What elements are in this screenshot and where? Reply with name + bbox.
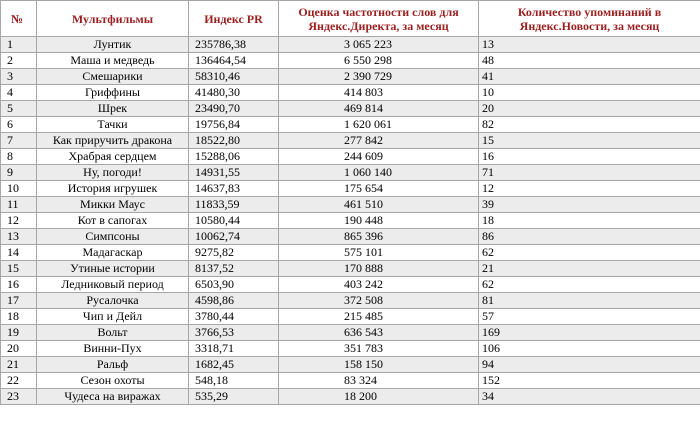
cell-freq: 2 390 729 bbox=[279, 69, 479, 85]
cell-name: Как приручить дракона bbox=[37, 133, 189, 149]
table-row bbox=[1, 341, 700, 357]
table-row bbox=[1, 293, 700, 309]
cell-pr: 4598,86 bbox=[189, 293, 279, 309]
cell-news: 48 bbox=[479, 53, 700, 69]
cell-news: 152 bbox=[479, 373, 700, 389]
cell-name: Микки Маус bbox=[37, 197, 189, 213]
table-row bbox=[1, 325, 700, 341]
cell-name: Лунтик bbox=[37, 37, 189, 53]
cell-freq: 215 485 bbox=[279, 309, 479, 325]
cell-num: 21 bbox=[1, 357, 37, 373]
cell-freq: 636 543 bbox=[279, 325, 479, 341]
cell-pr: 11833,59 bbox=[189, 197, 279, 213]
table-row bbox=[1, 213, 700, 229]
cell-freq: 158 150 bbox=[279, 357, 479, 373]
cell-name: Чудеса на виражах bbox=[37, 389, 189, 405]
cell-pr: 18522,80 bbox=[189, 133, 279, 149]
cell-pr: 3780,44 bbox=[189, 309, 279, 325]
table-row bbox=[1, 181, 700, 197]
cell-pr: 10062,74 bbox=[189, 229, 279, 245]
header-name: Мультфильмы bbox=[37, 1, 189, 37]
table-row bbox=[1, 85, 700, 101]
cell-news: 41 bbox=[479, 69, 700, 85]
cell-news: 62 bbox=[479, 245, 700, 261]
cell-freq: 18 200 bbox=[279, 389, 479, 405]
cell-name: Смешарики bbox=[37, 69, 189, 85]
cell-news: 86 bbox=[479, 229, 700, 245]
cell-name: Кот в сапогах bbox=[37, 213, 189, 229]
cell-num: 9 bbox=[1, 165, 37, 181]
table-row bbox=[1, 165, 700, 181]
cell-name: Ну, погоди! bbox=[37, 165, 189, 181]
table-row bbox=[1, 373, 700, 389]
cell-num: 19 bbox=[1, 325, 37, 341]
cell-name: Шрек bbox=[37, 101, 189, 117]
cell-freq: 351 783 bbox=[279, 341, 479, 357]
cell-freq: 83 324 bbox=[279, 373, 479, 389]
cell-freq: 469 814 bbox=[279, 101, 479, 117]
cell-news: 94 bbox=[479, 357, 700, 373]
cell-news: 18 bbox=[479, 213, 700, 229]
cell-freq: 3 065 223 bbox=[279, 37, 479, 53]
cell-pr: 23490,70 bbox=[189, 101, 279, 117]
header-num: № bbox=[1, 1, 37, 37]
cell-num: 4 bbox=[1, 85, 37, 101]
table-row bbox=[1, 117, 700, 133]
table-body bbox=[1, 37, 700, 405]
cell-news: 82 bbox=[479, 117, 700, 133]
cell-freq: 175 654 bbox=[279, 181, 479, 197]
cell-freq: 6 550 298 bbox=[279, 53, 479, 69]
cell-name: Маша и медведь bbox=[37, 53, 189, 69]
cell-name: История игрушек bbox=[37, 181, 189, 197]
cell-freq: 190 448 bbox=[279, 213, 479, 229]
cell-name: Чип и Дейл bbox=[37, 309, 189, 325]
cell-pr: 535,29 bbox=[189, 389, 279, 405]
cell-freq: 461 510 bbox=[279, 197, 479, 213]
cell-pr: 6503,90 bbox=[189, 277, 279, 293]
cell-name: Русалочка bbox=[37, 293, 189, 309]
cell-name: Гриффины bbox=[37, 85, 189, 101]
cell-name: Утиные истории bbox=[37, 261, 189, 277]
table-row bbox=[1, 389, 700, 405]
table-row bbox=[1, 197, 700, 213]
cell-name: Ледниковый период bbox=[37, 277, 189, 293]
cell-freq: 403 242 bbox=[279, 277, 479, 293]
cell-pr: 9275,82 bbox=[189, 245, 279, 261]
cell-freq: 1 060 140 bbox=[279, 165, 479, 181]
cell-num: 17 bbox=[1, 293, 37, 309]
cell-num: 16 bbox=[1, 277, 37, 293]
cell-pr: 14637,83 bbox=[189, 181, 279, 197]
table-row bbox=[1, 261, 700, 277]
cell-num: 13 bbox=[1, 229, 37, 245]
cell-num: 15 bbox=[1, 261, 37, 277]
cell-num: 8 bbox=[1, 149, 37, 165]
table-row bbox=[1, 133, 700, 149]
cell-news: 106 bbox=[479, 341, 700, 357]
table-row bbox=[1, 309, 700, 325]
table-row bbox=[1, 229, 700, 245]
table-row bbox=[1, 245, 700, 261]
cell-num: 3 bbox=[1, 69, 37, 85]
cell-news: 62 bbox=[479, 277, 700, 293]
cell-num: 10 bbox=[1, 181, 37, 197]
cell-name: Ральф bbox=[37, 357, 189, 373]
cell-name: Тачки bbox=[37, 117, 189, 133]
cell-freq: 372 508 bbox=[279, 293, 479, 309]
cell-news: 10 bbox=[479, 85, 700, 101]
cell-news: 57 bbox=[479, 309, 700, 325]
cell-news: 71 bbox=[479, 165, 700, 181]
cell-news: 13 bbox=[479, 37, 700, 53]
cell-num: 22 bbox=[1, 373, 37, 389]
header-freq: Оценка частотности слов для Яндекс.Директа, за месяц bbox=[279, 1, 479, 37]
cell-freq: 414 803 bbox=[279, 85, 479, 101]
header-row bbox=[1, 1, 700, 37]
cell-pr: 14931,55 bbox=[189, 165, 279, 181]
cell-num: 1 bbox=[1, 37, 37, 53]
cell-pr: 10580,44 bbox=[189, 213, 279, 229]
cell-name: Сезон охоты bbox=[37, 373, 189, 389]
cell-num: 18 bbox=[1, 309, 37, 325]
cell-name: Храбрая сердцем bbox=[37, 149, 189, 165]
cell-name: Вольт bbox=[37, 325, 189, 341]
cell-num: 11 bbox=[1, 197, 37, 213]
header-pr: Индекс PR bbox=[189, 1, 279, 37]
cell-news: 34 bbox=[479, 389, 700, 405]
cell-news: 16 bbox=[479, 149, 700, 165]
cell-num: 23 bbox=[1, 389, 37, 405]
cell-pr: 19756,84 bbox=[189, 117, 279, 133]
cell-num: 7 bbox=[1, 133, 37, 149]
table-row bbox=[1, 37, 700, 53]
cell-pr: 58310,46 bbox=[189, 69, 279, 85]
cell-pr: 3766,53 bbox=[189, 325, 279, 341]
table-row bbox=[1, 53, 700, 69]
table-row bbox=[1, 357, 700, 373]
cell-pr: 8137,52 bbox=[189, 261, 279, 277]
cell-freq: 1 620 061 bbox=[279, 117, 479, 133]
cell-freq: 575 101 bbox=[279, 245, 479, 261]
cell-news: 81 bbox=[479, 293, 700, 309]
table-row bbox=[1, 277, 700, 293]
cell-pr: 3318,71 bbox=[189, 341, 279, 357]
table-row bbox=[1, 101, 700, 117]
cell-news: 15 bbox=[479, 133, 700, 149]
table-row bbox=[1, 149, 700, 165]
header-news: Количество упоминаний в Яндекс.Новости, за месяц bbox=[479, 1, 700, 37]
table-row bbox=[1, 69, 700, 85]
cell-freq: 170 888 bbox=[279, 261, 479, 277]
cell-news: 21 bbox=[479, 261, 700, 277]
cell-num: 14 bbox=[1, 245, 37, 261]
cell-freq: 277 842 bbox=[279, 133, 479, 149]
cell-num: 2 bbox=[1, 53, 37, 69]
cell-num: 6 bbox=[1, 117, 37, 133]
cell-pr: 136464,54 bbox=[189, 53, 279, 69]
cell-news: 12 bbox=[479, 181, 700, 197]
cell-pr: 41480,30 bbox=[189, 85, 279, 101]
cell-news: 169 bbox=[479, 325, 700, 341]
cell-num: 12 bbox=[1, 213, 37, 229]
cell-pr: 548,18 bbox=[189, 373, 279, 389]
cell-name: Симпсоны bbox=[37, 229, 189, 245]
cell-freq: 865 396 bbox=[279, 229, 479, 245]
cell-news: 20 bbox=[479, 101, 700, 117]
cell-num: 20 bbox=[1, 341, 37, 357]
cell-pr: 235786,38 bbox=[189, 37, 279, 53]
cell-pr: 1682,45 bbox=[189, 357, 279, 373]
cell-news: 39 bbox=[479, 197, 700, 213]
cell-freq: 244 609 bbox=[279, 149, 479, 165]
cell-pr: 15288,06 bbox=[189, 149, 279, 165]
cell-num: 5 bbox=[1, 101, 37, 117]
cell-name: Мадагаскар bbox=[37, 245, 189, 261]
cell-name: Винни-Пух bbox=[37, 341, 189, 357]
